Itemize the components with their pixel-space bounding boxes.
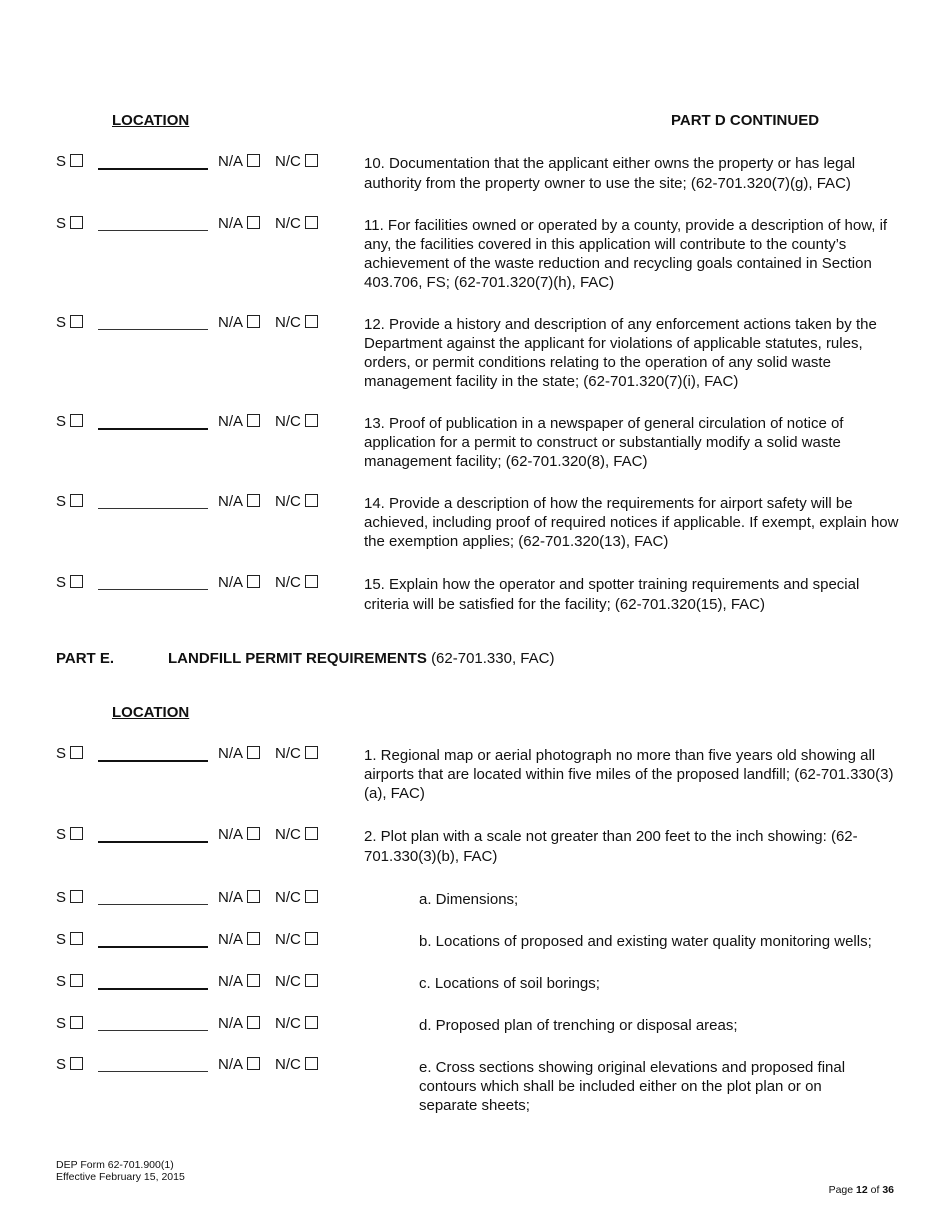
nc-checkbox[interactable] [305,974,318,987]
na-checkbox-group [218,1056,260,1073]
nc-label: N/C [275,493,301,510]
part-e-heading [56,650,114,667]
item-text: 13. Proof of publication in a newspaper of general circulation of notice of application for a permit to construct or substantially modify a solid waste management facility; (62-701.320(8), FAC) [364,415,844,470]
na-checkbox[interactable] [247,216,260,229]
na-checkbox-group [218,153,260,170]
na-checkbox[interactable] [247,575,260,588]
nc-checkbox[interactable] [305,932,318,945]
nc-label: N/C [275,745,301,762]
s-checkbox[interactable] [70,932,83,945]
part-e-citation: (62-701.330, FAC) [431,650,555,667]
s-checkbox[interactable] [70,827,83,840]
location-blank[interactable] [98,1071,208,1072]
location-blank[interactable] [98,946,208,948]
location-blank[interactable] [98,329,208,330]
s-checkbox[interactable] [70,575,83,588]
na-label: N/A [218,826,244,843]
nc-checkbox[interactable] [305,414,318,427]
nc-checkbox[interactable] [305,494,318,507]
s-checkbox[interactable] [70,154,83,167]
location-blank[interactable] [98,508,208,509]
item-text: 15. Explain how the operator and spotter training requirements and special criteria will be satisfied for the facility; (62-701.320(15), FAC) [364,576,860,613]
location-blank[interactable] [98,904,208,905]
s-checkbox[interactable] [70,216,83,229]
na-label: N/A [218,493,244,510]
na-checkbox-group [218,493,260,510]
s-checkbox[interactable] [70,494,83,507]
item-text: 10. Documentation that the applicant either owns the property or has legal authority from the property owner to use the site; (62-701.320(7)(g), FAC) [364,155,856,192]
s-label: S [56,413,67,430]
s-label: S [56,973,67,990]
page-total: 36 [882,1184,894,1196]
s-checkbox-group [56,826,83,843]
na-label: N/A [218,1015,244,1032]
nc-checkbox-group [275,973,318,990]
nc-checkbox-group [275,1056,318,1073]
part-d-continued-heading: PART D CONTINUED [671,112,820,129]
na-checkbox[interactable] [247,827,260,840]
form-id: DEP Form 62-701.900(1) [56,1159,174,1171]
s-checkbox-group [56,314,83,331]
page-of: of [870,1184,880,1196]
nc-label: N/C [275,215,301,232]
item-text: 11. For facilities owned or operated by a county, provide a description of how, if any, the facilities covered in this application will contribute to the county’s achievement of the waste reduction and recycling goals contained in Section 403.706, FS; (62-701.320(7)(h), FAC) [364,217,888,291]
nc-label: N/C [275,314,301,331]
nc-checkbox-group [275,574,318,591]
s-checkbox-group [56,1015,83,1032]
nc-label: N/C [275,153,301,170]
location-header: LOCATION [112,704,190,721]
na-checkbox[interactable] [247,1057,260,1070]
nc-checkbox-group [275,314,318,331]
s-label: S [56,931,67,948]
s-checkbox-group [56,413,83,430]
location-blank[interactable] [98,841,208,843]
na-checkbox-group [218,1015,260,1032]
na-checkbox[interactable] [247,315,260,328]
s-checkbox[interactable] [70,414,83,427]
location-blank[interactable] [98,428,208,430]
nc-label: N/C [275,1056,301,1073]
location-header: LOCATION [112,112,190,129]
s-checkbox[interactable] [70,974,83,987]
page-current: 12 [856,1184,868,1196]
nc-checkbox[interactable] [305,154,318,167]
na-label: N/A [218,153,244,170]
s-label: S [56,1056,67,1073]
na-checkbox-group [218,745,260,762]
item-text: 2. Plot plan with a scale not greater than 200 feet to the inch showing: (62-701.330(3)(b), FAC) [364,828,858,865]
nc-label: N/C [275,413,301,430]
location-blank[interactable] [98,988,208,990]
s-checkbox-group [56,745,83,762]
na-checkbox-group [218,314,260,331]
na-label: N/A [218,413,244,430]
item-text: a. Dimensions; [419,891,519,908]
nc-label: N/C [275,889,301,906]
item-text: 12. Provide a history and description of any enforcement actions taken by the Department against the applicant for violations of applicable statutes, rules, orders, or permit conditions relating to the operation of any solid waste management facility in the state; (62-701.320(7)(i), FAC) [364,316,877,390]
na-label: N/A [218,314,244,331]
nc-label: N/C [275,1015,301,1032]
s-checkbox-group [56,889,83,906]
na-checkbox-group [218,574,260,591]
na-label: N/A [218,931,244,948]
nc-checkbox[interactable] [305,827,318,840]
nc-checkbox[interactable] [305,315,318,328]
na-label: N/A [218,745,244,762]
nc-checkbox-group [275,493,318,510]
form-info [56,1159,185,1183]
item-text: 1. Regional map or aerial photograph no more than five years old showing all airports that are located within five miles of the proposed landfill; (62-701.330(3)(a), FAC) [364,747,894,802]
s-label: S [56,1015,67,1032]
s-checkbox-group [56,574,83,591]
location-blank[interactable] [98,589,208,590]
na-checkbox-group [218,413,260,430]
na-checkbox[interactable] [247,1016,260,1029]
s-label: S [56,153,67,170]
s-checkbox-group [56,931,83,948]
na-checkbox-group [218,889,260,906]
location-blank[interactable] [98,168,208,170]
s-label: S [56,215,67,232]
nc-checkbox-group [275,153,318,170]
location-blank[interactable] [98,760,208,762]
na-label: N/A [218,215,244,232]
s-checkbox-group [56,493,83,510]
item-text: c. Locations of soil borings; [419,975,600,992]
nc-checkbox-group [275,1015,318,1032]
s-label: S [56,889,67,906]
na-checkbox[interactable] [247,932,260,945]
na-checkbox[interactable] [247,414,260,427]
nc-checkbox-group [275,215,318,232]
nc-checkbox-group [275,931,318,948]
nc-label: N/C [275,931,301,948]
s-label: S [56,493,67,510]
s-checkbox[interactable] [70,315,83,328]
s-checkbox-group [56,215,83,232]
nc-checkbox[interactable] [305,216,318,229]
nc-checkbox[interactable] [305,575,318,588]
nc-checkbox[interactable] [305,1057,318,1070]
part-e-title: LANDFILL PERMIT REQUIREMENTS [168,650,427,667]
nc-label: N/C [275,826,301,843]
s-checkbox-group [56,973,83,990]
na-label: N/A [218,889,244,906]
nc-checkbox[interactable] [305,890,318,903]
s-checkbox[interactable] [70,1016,83,1029]
na-checkbox-group [218,931,260,948]
na-label: N/A [218,973,244,990]
s-label: S [56,314,67,331]
na-checkbox[interactable] [247,890,260,903]
na-checkbox-group [218,973,260,990]
location-blank[interactable] [98,1030,208,1031]
na-label: N/A [218,1056,244,1073]
na-checkbox[interactable] [247,974,260,987]
na-checkbox[interactable] [247,494,260,507]
item-text: b. Locations of proposed and existing water quality monitoring wells; [419,933,872,950]
part-e-title-line [168,650,554,667]
item-text: 14. Provide a description of how the requirements for airport safety will be achieved, including proof of required notices if applicable. If exempt, explain how the exemption applies; (62-701.320(13), FAC) [364,495,899,550]
s-checkbox-group [56,1056,83,1073]
nc-checkbox[interactable] [305,1016,318,1029]
nc-label: N/C [275,973,301,990]
page-prefix: Page [828,1184,854,1196]
s-checkbox-group [56,153,83,170]
nc-checkbox-group [275,745,318,762]
na-checkbox[interactable] [247,154,260,167]
item-text: d. Proposed plan of trenching or disposal areas; [419,1017,738,1034]
s-checkbox[interactable] [70,746,83,759]
part-e-label: PART E. [56,650,115,667]
na-label: N/A [218,574,244,591]
na-checkbox[interactable] [247,746,260,759]
nc-label: N/C [275,574,301,591]
s-label: S [56,826,67,843]
item-text: e. Cross sections showing original elevations and proposed final contours which shall be included either on the plot plan or on separate sheets; [419,1059,846,1114]
effective-date: Effective February 15, 2015 [56,1171,185,1183]
nc-checkbox-group [275,826,318,843]
s-checkbox[interactable] [70,1057,83,1070]
nc-checkbox-group [275,413,318,430]
location-blank[interactable] [98,230,208,231]
s-label: S [56,745,67,762]
na-checkbox-group [218,826,260,843]
page-number [829,1184,894,1196]
s-checkbox[interactable] [70,890,83,903]
s-label: S [56,574,67,591]
nc-checkbox[interactable] [305,746,318,759]
na-checkbox-group [218,215,260,232]
nc-checkbox-group [275,889,318,906]
